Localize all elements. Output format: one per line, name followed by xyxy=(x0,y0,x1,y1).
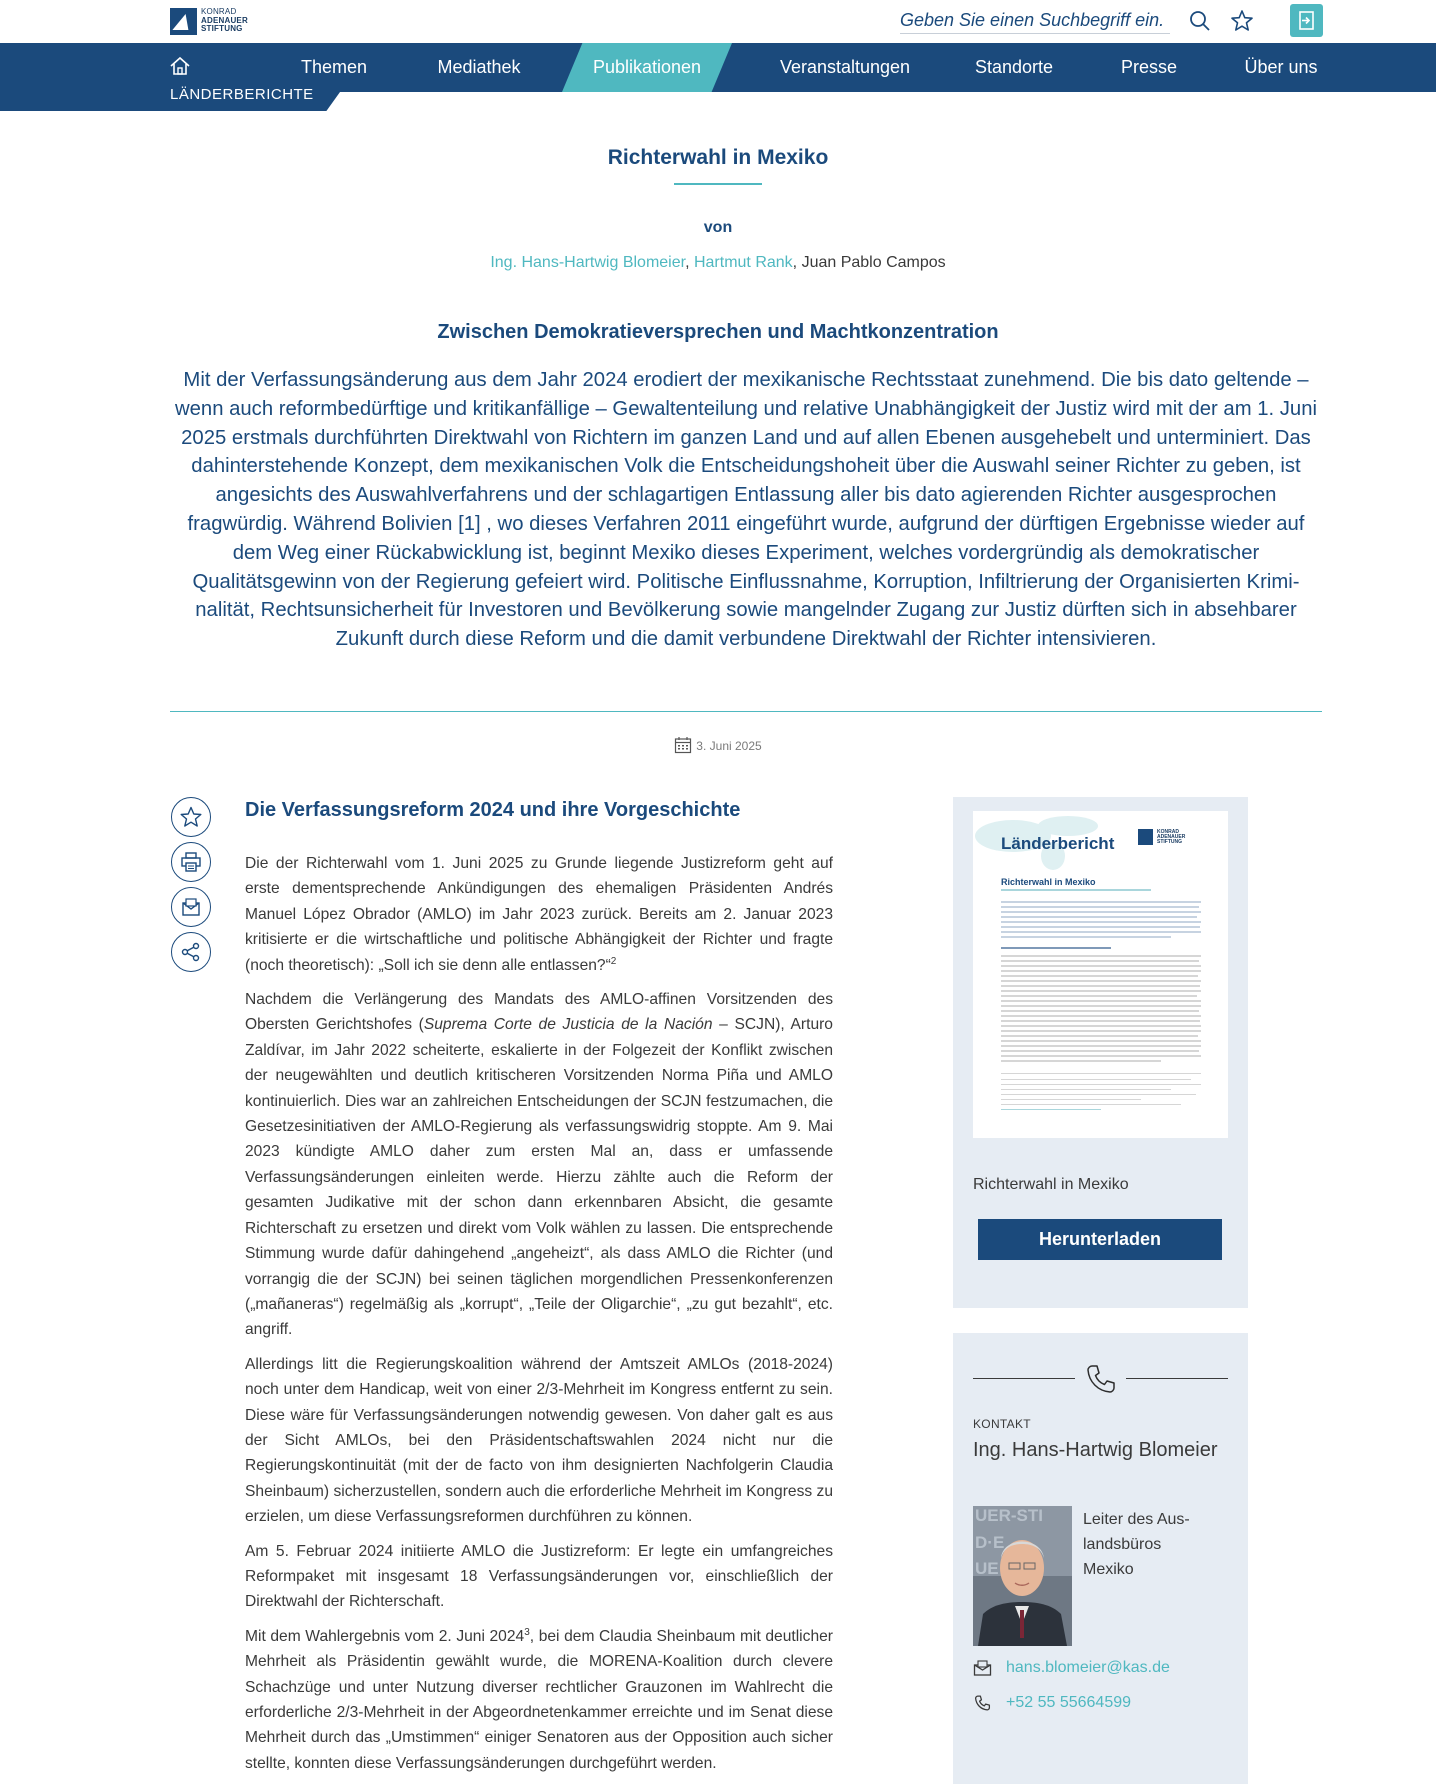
lead-paragraph: Mit der Verfassungsänderung aus dem Jahr 2024 erodiert der mexikanische Rechtsstaat zunehmend. Die bis dato geltende – wenn auch reformbedürftige und kritikanfällige – Gewaltenteilung und relative Unabhängigkeit der Justiz wird mit der am 1. Juni 2025 erstmals durchführten Direktwahl von Richtern im ganzen Land und auf allen Ebenen ausgehebelt und unterminiert. Das dahinterstehende Konzept, dem mexikanischen Volk die Entscheidungshoheit über die Auswahl seiner Richter zu geben, ist angesichts des Auswahlverfahrens und der schlagartigen Entlassung aller bis dato agierenden Richter ausgesprochen fragwürdig. Während Bolivien [1] , wo dieses Verfahren 2011 eingeführt wurde, aufgrund der dürftigen Ergebnisse wieder auf dem Weg einer Rückabwicklung ist, beginnt Mexiko dieses Experiment, welches vordergründig als demokratischer Qualitätsgewinn von der Regierung gefeiert wird. Politische Einflussnahme, Korruption, Infiltrierung der Organisierten Kriminalität, Rechtsunsicherheit für Investoren und Bevölkerung sowie mangelnder Zugang zur Justiz dürften sich in absehbarer Zukunft durch diese Reform und die damit verbundene Direktwahl der Richter intensivieren. xyxy=(175,369,1317,651)
contact-phone-row[interactable] xyxy=(973,1694,1131,1712)
logo-line-3: STIFTUNG xyxy=(201,24,243,34)
contact-email-link[interactable]: hans.blomeier@kas.de xyxy=(1006,1659,1170,1676)
search-input[interactable] xyxy=(900,8,1170,34)
nav-item-mediathek[interactable]: Mediathek xyxy=(437,57,521,77)
download-caption: Richterwahl in Mexiko xyxy=(973,1176,1129,1193)
mail-icon xyxy=(180,896,202,918)
star-icon xyxy=(179,805,203,829)
login-button[interactable] xyxy=(1290,4,1323,37)
download-card xyxy=(953,797,1248,1308)
title-underline xyxy=(674,183,762,185)
author-link-blomeier[interactable]: Ing. Hans-Hartwig Blomeier xyxy=(490,254,686,271)
share-button[interactable] xyxy=(171,932,211,972)
nav-item-themen[interactable]: Themen xyxy=(300,57,368,77)
footnote-ref-2[interactable]: 2 xyxy=(610,955,617,967)
login-icon xyxy=(1290,4,1323,37)
by-label: von xyxy=(703,219,733,236)
paragraph-3: Allerdings litt die Regierungskoalition während der Amtszeit AMLOs (2018-2024) noch unter dem Handicap, weit von einer 2/3-Mehrheit im Kongress entfernt zu sein. Diese wäre für Verfassungsänderungen notwendig gewesen. Von daher galt es aus der Sicht AMLOs, bei den Präsidentschaftswahlen 2024 nicht nur die Regierungskontinuität (mit der de facto von ihm designierten Nachfolgerin Claudia Sheinbaum) sicherzustellen, sondern auch die erforderliche Mehrheit im Kongress zu erzielen, um diese Verfassungsreformen durchführen zu können. xyxy=(245,1355,833,1526)
contact-label: KONTAKT xyxy=(973,1417,1031,1431)
email-icon xyxy=(973,1659,992,1677)
paragraph-2: Nachdem die Verlängerung des Mandats des AMLO-affinen Vorsitzenden des Obersten Gerichtshofes (Suprema Corte de Justicia de la Nación – SCJN), Arturo Zaldívar, im Jahr 2022 scheiterte, eskalierte in der Folgezeit der Konflikt zwischen der neugewählten und deutlich kritischeren Vorsitzenden Norma Piña und AMLO kontinuierlich. Dies war an zahlreichen Entscheidungen der SCJN festzumachen, die Gesetzesinitiativen der AMLO-Regierung als verfassungswidrig stoppte. Am 9. Mai 2023 kündigte AMLO daher zum ersten Mal an, dass er umfassende Verfassungsänderungen einleiten werde. Hierzu zählte auch die Reform der gesamten Judikative mit der schon dann erkennbaren Absicht, die gesamte Richterschaft zu ersetzen und direkt vom Volk wählen zu lassen. Die entsprechende Stimmung wurde dafür dahingehend „angeheizt“, als dass AMLO die Richter (und vorrangig die der SCJN) bei seinen täglichen morgendlichen Pressenkonferenzen („mañaneras“) regelmäßig als „korrupt“, „Teile der Oligarchie“, „zu gut bezahlt“, etc. angriff. xyxy=(245,991,833,1339)
contact-email-row[interactable] xyxy=(973,1659,1170,1677)
author-link-rank[interactable]: Hartmut Rank xyxy=(693,254,793,271)
contact-rule-left xyxy=(973,1378,1075,1379)
page-title: Richterwahl in Mexiko xyxy=(607,146,829,169)
section-heading: Die Verfassungsreform 2024 und ihre Vorgeschichte xyxy=(245,799,741,821)
article-subtitle: Zwischen Demokratieversprechen und Machtkonzentration xyxy=(437,321,999,343)
main-nav xyxy=(0,43,1436,92)
nav-item-publikationen[interactable]: Publikationen xyxy=(592,57,702,77)
share-icon xyxy=(180,941,202,963)
author-campos: Juan Pablo Campos xyxy=(801,254,946,271)
printer-icon xyxy=(180,851,202,873)
logo-line-1: KONRAD xyxy=(201,7,237,17)
footnote-ref-3[interactable]: 3 xyxy=(524,1626,530,1638)
search-icon[interactable] xyxy=(1187,8,1213,34)
contact-card xyxy=(953,1333,1248,1784)
download-button[interactable]: Herunterladen xyxy=(978,1219,1222,1260)
publish-date xyxy=(0,736,1436,754)
phone-icon xyxy=(1084,1362,1118,1396)
nav-item-ueber-uns[interactable]: Über uns xyxy=(1244,57,1318,77)
calendar-icon xyxy=(674,736,692,754)
logo-mark-icon xyxy=(170,8,197,35)
svg-text:D·E: D·E xyxy=(975,1533,1005,1552)
phone-small-icon xyxy=(973,1694,992,1712)
star-bookmark-icon[interactable] xyxy=(1229,8,1255,34)
contact-portrait xyxy=(973,1506,1072,1646)
contact-phone-link[interactable]: +52 55 55664599 xyxy=(1006,1694,1132,1711)
header-divider xyxy=(170,711,1322,712)
logo-line-2: ADENAUER xyxy=(201,15,248,25)
thumbnail-logo: KONRAD ADENAUER STIFTUNG xyxy=(1138,829,1198,845)
nav-item-presse[interactable]: Presse xyxy=(1120,57,1178,77)
contact-role: Leiter des Auslandsbüros Mexiko xyxy=(1083,1511,1190,1578)
date-text: 3. Juni 2025 xyxy=(696,739,762,753)
paragraph-1: Die der Richterwahl vom 1. Juni 2025 zu Grunde liegende Justizreform geht auf erste dementsprechende Ankündigungen des ehemaligen Präsidenten Andrés Manuel López Obrador (AMLO) im Jahr 2023 zurück. Bereits am 2. Januar 2023 kritisierte er die wirtschaftliche und politische Abhängigkeit der Richter und fragte (noch theoretisch): „Soll ich sie denn alle entlassen?“$^2$ xyxy=(245,855,833,974)
email-share-button[interactable] xyxy=(171,887,211,927)
thumbnail-title: Länderbericht xyxy=(1001,834,1115,853)
contact-rule-right xyxy=(1126,1378,1228,1379)
svg-text:UE: UE xyxy=(975,1559,999,1578)
publication-thumbnail[interactable] xyxy=(973,811,1228,1138)
kas-logo[interactable] xyxy=(170,7,248,35)
home-icon[interactable] xyxy=(168,54,192,78)
thumbnail-subtitle: Richterwahl in Mexiko xyxy=(1001,877,1096,887)
paragraph-5: Mit dem Wahlergebnis vom 2. Juni 2024$^3$, bei dem Claudia Sheinbaum mit deutlicher Mehrheit als Präsidentin gewählt wurde, die MORENA-Koalition durch clevere Schachzüge und unter Nutzung diverser rechtlicher Grauzonen im Wahlrecht die erforderliche 2/3-Mehrheit in der Abgeordnetenkammer erreichte und im Senat diese Mehrheit durch das „Umstimmen“ einiger Senatoren aus der Opposition auch sicher stellte, konnten diese Verfassungsänderungen durchgeführt werden. xyxy=(245,1626,833,1772)
top-bar xyxy=(0,0,1436,43)
breadcrumb[interactable]: LÄNDERBERICHTE xyxy=(170,86,314,99)
paragraph-4: Am 5. Februar 2024 initiierte AMLO die Justizreform: Er legte ein umfangreiches Reformpaket mit insgesamt 18 Verfassungsänderungen vor, einschließlich der Direktwahl der Richterschaft. xyxy=(245,1542,833,1611)
print-button[interactable] xyxy=(171,842,211,882)
bookmark-button[interactable] xyxy=(171,797,211,837)
author-list: Ing. Hans-Hartwig Blomeier, Hartmut Rank, Juan Pablo Campos xyxy=(490,254,946,271)
svg-text:UER-STI: UER-STI xyxy=(975,1506,1043,1525)
nav-item-veranstaltungen[interactable]: Veranstaltungen xyxy=(779,57,911,77)
contact-name: Ing. Hans-Hartwig Blomeier xyxy=(973,1439,1218,1461)
article-body xyxy=(245,851,833,1784)
nav-item-standorte[interactable]: Standorte xyxy=(974,57,1054,77)
